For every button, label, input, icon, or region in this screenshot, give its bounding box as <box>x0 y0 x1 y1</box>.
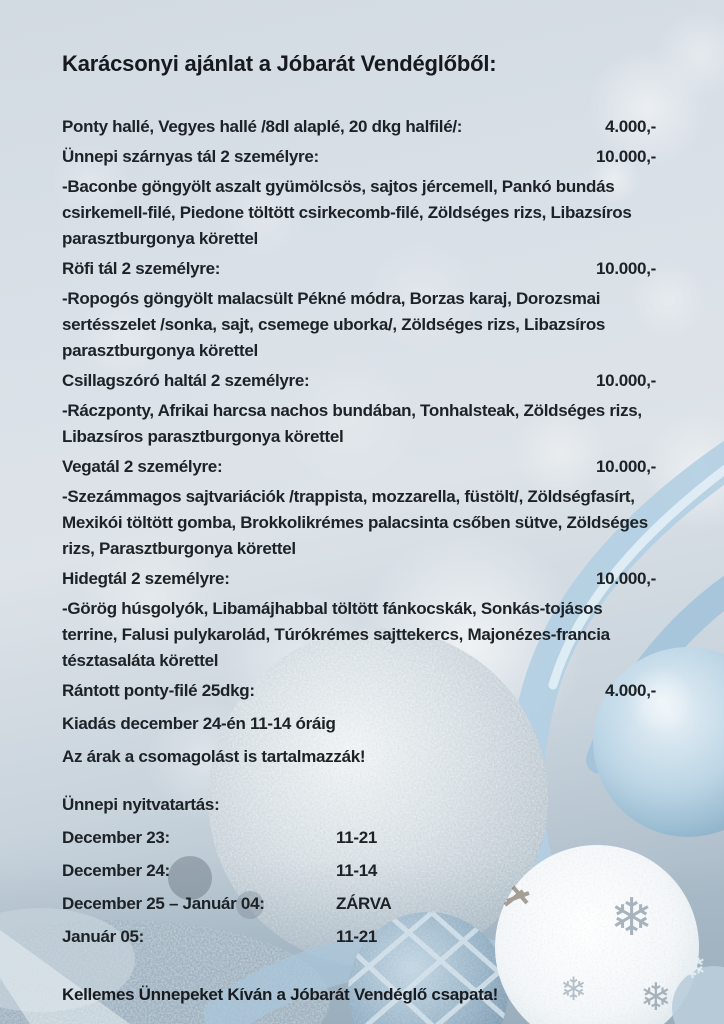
item-name: Vegatál 2 személyre: <box>62 457 223 476</box>
menu-item <box>62 454 656 480</box>
opening-hours <box>62 792 656 950</box>
corner-snowflake-icon: ❄ <box>678 947 707 987</box>
hours-row <box>62 924 656 950</box>
footer-greeting: Kellemes Ünnepeket Kíván a Jóbarát Vendéglő csapata! <box>62 985 499 1004</box>
item-name: Rántott ponty-filé 25dkg: <box>62 681 255 700</box>
item-price: 10.000,- <box>596 259 656 278</box>
menu-item <box>62 144 656 170</box>
menu-item <box>62 256 656 282</box>
item-price: 10.000,- <box>596 457 656 476</box>
item-name: Ponty hallé, Vegyes hallé /8dl alaplé, 20 dkg halfilé/: <box>62 117 463 136</box>
hours-label: December 25 – Január 04: <box>62 894 265 913</box>
hours-value: 11-21 <box>336 828 378 847</box>
item-price: 4.000,- <box>605 681 656 700</box>
menu-item <box>62 678 656 704</box>
packaging-note: Az árak a csomagolást is tartalmazzák! <box>62 747 366 766</box>
hours-value: 11-14 <box>336 861 378 880</box>
item-description: -Görög húsgolyók, Libamájhabbal töltött fánkocskák, Sonkás-tojásos terrine, Falusi pulykarolád, Túrókrémes sajttekercs, Majonézes-francia tésztasaláta körettel <box>62 599 610 670</box>
hours-label: December 24: <box>62 861 170 880</box>
hours-row <box>62 858 656 884</box>
notes <box>62 711 656 770</box>
snowflake-icon: ❄ <box>640 975 672 1019</box>
item-price: 10.000,- <box>596 371 656 390</box>
item-description: -Ropogós göngyölt malacsült Pékné módra, Borzas karaj, Dorozsmai sertésszelet /sonka, sajt, csemege uborka/, Zöldséges rizs, Libazsíros parasztburgonya körettel <box>62 289 606 360</box>
item-name: Röfi tál 2 személyre: <box>62 259 221 278</box>
hours-row <box>62 825 656 851</box>
menu-item <box>62 368 656 394</box>
item-price: 10.000,- <box>596 147 656 166</box>
menu-list <box>62 114 656 704</box>
hours-heading: Ünnepi nyitvatartás: <box>62 795 220 814</box>
menu-item <box>62 566 656 592</box>
snowflake-icon: ❄ <box>610 888 654 948</box>
hours-row <box>62 891 656 917</box>
item-description: -Szezámmagos sajtvariációk /trappista, mozzarella, füstölt/, Zöldségfasírt, Mexikói töltött gomba, Brokkolikrémes palacsinta csőben sütve, Zöldséges rizs, Parasztburgonya körettel <box>62 487 648 558</box>
item-description: -Ráczponty, Afrikai harcsa nachos bundában, Tonhalsteak, Zöldséges rizs, Libazsíros parasztburgonya körettel <box>62 401 642 446</box>
item-price: 4.000,- <box>605 117 656 136</box>
item-description: -Baconbe göngyölt aszalt gyümölcsös, sajtos jércemell, Pankó bundás csirkemell-filé, Piedone töltött csirkecomb-filé, Zöldséges rizs, Libazsíros parasztburgonya körettel <box>62 177 632 248</box>
item-name: Hidegtál 2 személyre: <box>62 569 230 588</box>
hours-value: 11-21 <box>336 927 378 946</box>
item-name: Csillagszóró haltál 2 személyre: <box>62 371 310 390</box>
hours-label: December 23: <box>62 828 170 847</box>
item-price: 10.000,- <box>596 569 656 588</box>
page-title: Karácsonyi ajánlat a Jóbarát Vendéglőből: <box>62 51 497 76</box>
item-name: Ünnepi szárnyas tál 2 személyre: <box>62 147 319 166</box>
hours-label: Január 05: <box>62 927 145 946</box>
hours-value: ZÁRVA <box>336 894 392 913</box>
snowflake-icon: ❄ <box>560 970 587 1008</box>
menu-item <box>62 114 656 140</box>
pickup-note: Kiadás december 24-én 11-14 óráig <box>62 714 336 733</box>
